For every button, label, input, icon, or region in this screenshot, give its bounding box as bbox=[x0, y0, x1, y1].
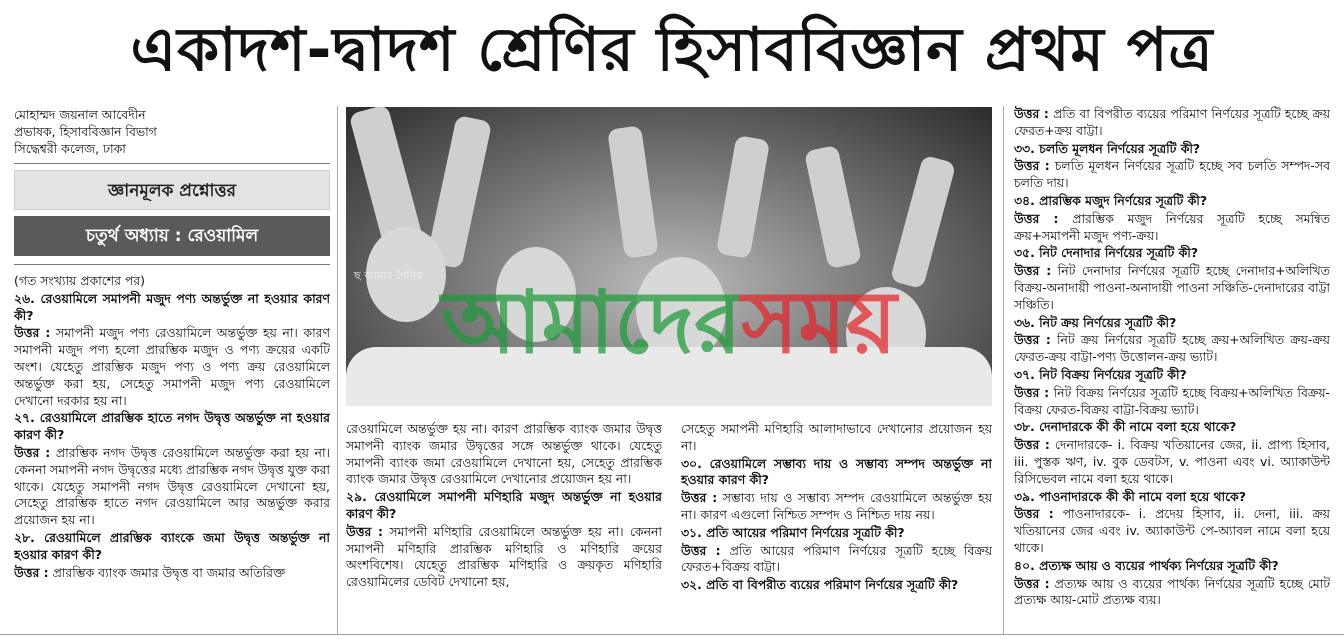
answer-label: উত্তর : bbox=[1014, 158, 1050, 174]
answer-label: উত্তর : bbox=[681, 542, 721, 558]
answer-label: উত্তর : bbox=[1014, 263, 1052, 279]
answer-text: চলতি মূলধন নির্ণয়ের সূত্রটি হচ্ছে সব চলতি সম্পদ-সব চলতি দায়। bbox=[1014, 158, 1330, 191]
question: ৩১. প্রতি আয়ের পরিমাণ নির্ণয়ের সূত্রটি কী? bbox=[681, 524, 905, 540]
column-divider bbox=[337, 106, 338, 634]
newspaper-watermark bbox=[346, 268, 992, 378]
answer bbox=[14, 565, 330, 582]
answer-label: উত্তর : bbox=[14, 444, 51, 460]
photo-credit: ছ আমার দৈনিক bbox=[354, 269, 424, 282]
continued-text: রেওয়ামিলে অন্তর্ভুক্ত হয় না। কারণ প্রারম্ভিক ব্যাংক জমার উদ্বৃত্ত সমাপনী ব্যাংক জমার উদ্বৃত্তের সঙ্গে অন্তর্ভুক্ত থাকে। যেহেতু সমাপনী ব্যাংক জমা রেওয়ামিলে দেখানো হয়, সেহেতু প্রারম্ভিক ব্যাংক জমার উদ্বৃত্ত রেওয়ামিলে দেখানোর প্রয়োজন হয় না। bbox=[346, 421, 662, 487]
answer-label: উত্তর : bbox=[1014, 506, 1054, 522]
column-3 bbox=[681, 421, 992, 637]
qa-list bbox=[1014, 106, 1330, 609]
answer bbox=[1014, 576, 1330, 610]
question: ৩৪. প্রারম্ভিক মজুদ নির্ণয়ের সূত্রটি কী? bbox=[1014, 192, 1208, 208]
answer-label: উত্তর : bbox=[1014, 210, 1059, 226]
column-2 bbox=[346, 421, 662, 637]
question: ৩৫. নিট দেনাদার নির্ণয়ের সূত্রটি কী? bbox=[1014, 245, 1199, 261]
previous-issue-note: (গত সংখ্যায় প্রকাশের পর) bbox=[14, 273, 145, 288]
answer-text: সম্ভাব্য দায় ও সম্ভাব্য সম্পদ রেওয়ামিলে অন্তর্ভুক্ত হয় না। কারণ এগুলো নিশ্চিত সম্পদ ও নিশ্চিত দায় নয়। bbox=[681, 490, 992, 522]
answer-label: উত্তর : bbox=[1014, 437, 1050, 453]
continued-text: সেহেতু সমাপনী মণিহারি আলাদাভাবে দেখানোর প্রয়োজন হয় না। bbox=[681, 421, 992, 453]
answer-label: উত্তর : bbox=[14, 325, 51, 341]
question: ২৮. রেওয়ামিলে প্রারম্ভিক ব্যাংকে জমা উদ্বৃত্ত অন্তর্ভুক্ত না হওয়ার কারণ কী? bbox=[14, 529, 330, 562]
divider bbox=[14, 163, 330, 164]
answer bbox=[1014, 158, 1330, 192]
author-name: মোহাম্মদ জয়নাল আবেদীন bbox=[14, 107, 146, 122]
answer bbox=[681, 490, 992, 524]
question: ৩২. প্রতি বা বিপরীত ব্যয়ের পরিমাণ নির্ণয়ের সূত্রটি কী? bbox=[681, 577, 959, 593]
author-designation: প্রভাষক, হিসাববিজ্ঞান বিভাগ bbox=[14, 124, 157, 139]
answer-text: প্রারম্ভিক নগদ উদ্বৃত্ত রেওয়ামিলে অন্তর্ভুক্ত করা হয় না। কেননা সমাপনী নগদ উদ্বৃত্তের মধ্যে প্রারম্ভিক নগদ উদ্বৃত্ত যুক্ত করা থাকে। যেহেতু সমাপনী নগদ উদ্বৃত্ত রেওয়ামিলে দেখানো হয়, সেহেতু প্রারম্ভিক হাতে নগদ রেওয়ামিলে আর অন্তর্ভুক্ত করার প্রয়োজন হয় না। bbox=[14, 444, 330, 528]
question: ৩৭. নিট বিক্রয় নির্ণয়ের সূত্রটি কী? bbox=[1014, 366, 1187, 382]
question: ২৯. রেওয়ামিলে সমাপনী মণিহারি মজুদ অন্তর্ভুক্ত না হওয়ার কারণ কী? bbox=[346, 489, 662, 521]
question: ৩৩. চলতি মূলধন নির্ণয়ের সূত্রটি কী? bbox=[1014, 140, 1201, 156]
author-college: সিদ্ধেশ্বরী কলেজ, ঢাকা bbox=[14, 141, 126, 156]
page-headline: একাদশ-দ্বাদশ শ্রেণির হিসাববিজ্ঞান প্রথম পত্র bbox=[130, 15, 1214, 85]
answer bbox=[1014, 332, 1330, 366]
answer-text: দেনাদারকে- i. বিক্রয় খতিয়ানের জের, ii. প্রাপ্য হিসাব, iii. পুস্তক ঋণ, iv. বুক ডেবটস, v. পাওনা এবং vi. অ্যাকাউন্ট রিসিভেবল নামে বলা হয়ে থাকে। bbox=[1014, 437, 1330, 486]
answer-text: প্রারম্ভিক মজুদ নির্ণয়ের সূত্রটি হচ্ছে সমন্বিত ক্রয়+সমাপনী মজুদ পণ্য-ক্রয়। bbox=[1014, 210, 1330, 243]
question: ৩০. রেওয়ামিলে সম্ভাব্য দায় ও সম্ভাব্য সম্পদ অন্তর্ভুক্ত না হওয়ার কারণ কী? bbox=[681, 455, 992, 488]
answer bbox=[14, 325, 330, 409]
answer bbox=[1014, 385, 1330, 419]
qa-list bbox=[14, 291, 330, 582]
answer-text: প্রারম্ভিক ব্যাংক জমার উদ্বৃত্ত বা জমার অতিরিক্ত bbox=[52, 564, 286, 580]
answer bbox=[1014, 437, 1330, 487]
answer bbox=[14, 445, 330, 529]
qa-list bbox=[681, 456, 992, 594]
answer bbox=[1014, 106, 1330, 140]
answer-text: পাওনাদারকে- i. প্রদেয় হিসাব, ii. দেনা, iii. ক্রয় খতিয়ানের জের এবং iv. অ্যাকাউন্ট পে-অ্যাবল নামে বলা হয়ে থাকে। bbox=[1014, 506, 1330, 555]
question: ৩৮. দেনাদারকে কী কী নামে বলা হয়ে থাকে? bbox=[1014, 419, 1237, 435]
answer bbox=[1014, 263, 1330, 313]
column-divider bbox=[1003, 106, 1004, 634]
watermark-part-2: সময় bbox=[741, 273, 897, 373]
section-banner: জ্ঞানমূলক প্রশ্নোত্তর bbox=[14, 170, 330, 210]
answer-label: উত্তর : bbox=[1014, 384, 1050, 400]
answer-label: উত্তর : bbox=[14, 564, 49, 580]
watermark-part-1: আমাদের bbox=[441, 273, 742, 373]
answer bbox=[1014, 506, 1330, 556]
chapter-banner: চতুর্থ অধ্যায় : রেওয়ামিল bbox=[14, 216, 330, 256]
column-1 bbox=[14, 106, 330, 636]
question: ৪০. প্রত্যক্ষ আয় ও ব্যয়ের পার্থক্য নির্ণয়ের সূত্রটি কী? bbox=[1014, 557, 1279, 573]
answer-label: উত্তর : bbox=[681, 490, 718, 506]
question: ২৭. রেওয়ামিলে প্রারম্ভিক হাতে নগদ উদ্বৃত্ত অন্তর্ভুক্ত না হওয়ার কারণ কী? bbox=[14, 410, 330, 443]
qa-list bbox=[346, 489, 662, 591]
answer-text: নিট দেনাদার নির্ণয়ের সূত্রটি হচ্ছে দেনাদার+অলিখিত বিক্রয়-অনাদায়ী পাওনা-অনাদায়ী পাওনা সঞ্চিতি-দেনাদারের বাট্টা সঞ্চিতি। bbox=[1014, 263, 1330, 312]
question: ৩৬. নিট ক্রয় নির্ণয়ের সূত্রটি কী? bbox=[1014, 314, 1177, 330]
answer-label: উত্তর : bbox=[1014, 575, 1050, 591]
answer-text: নিট বিক্রয় নির্ণয়ের সূত্রটি হচ্ছে বিক্রয়+অলিখিত বিক্রয়-বিক্রয় ফেরত-বিক্রয় বাট্টা-বিক্রয় ভ্যাট। bbox=[1014, 384, 1330, 417]
answer-text: সমাপনী মজুদ পণ্য রেওয়ামিলে অন্তর্ভুক্ত হয় না। কারণ সমাপনী মজুদ পণ্য হলো প্রারম্ভিক মজুদ ও পণ্য ক্রয়ের একটি অংশ। যেহেতু প্রারম্ভিক মজুদ পণ্য ও পণ্য ক্রয় রেওয়ামিলে অন্তর্ভুক্ত করা হয়, সেহেতু সমাপনী মজুদ পণ্য রেওয়ামিলে দেখানো দরকার হয় না। bbox=[14, 325, 330, 408]
answer-label: উত্তর : bbox=[1014, 332, 1051, 348]
answer-label: উত্তর : bbox=[346, 523, 383, 539]
answer-text: প্রত্যক্ষ আয় ও ব্যয়ের পার্থক্য নির্ণয়ের সূত্রটি হচ্ছে মোট প্রত্যক্ষ আয়-মোট প্রত্যক্ষ ব্যয়। bbox=[1014, 575, 1330, 608]
question: ৩৯. পাওনাদারকে কী কী নামে বলা হয়ে থাকে? bbox=[1014, 488, 1246, 504]
question: ২৬. রেওয়ামিলে সমাপনী মজুদ পণ্য অন্তর্ভুক্ত না হওয়ার কারণ কী? bbox=[14, 290, 330, 323]
author-block bbox=[14, 106, 330, 157]
answer bbox=[346, 524, 662, 591]
answer-text: প্রতি আয়ের পরিমাণ নির্ণয়ের সূত্রটি হচ্ছে বিক্রয় ফেরত+বিক্রয় বাট্টা। bbox=[681, 542, 992, 575]
answer bbox=[1014, 211, 1330, 245]
answer-text: নিট ক্রয় নির্ণয়ের সূত্রটি হচ্ছে ক্রয়+অলিখিত ক্রয়-ক্রয় ফেরত-ক্রয় বাট্টা-পণ্য উত্তোলন-ক্রয় ভ্যাট। bbox=[1014, 332, 1330, 365]
bottom-rule bbox=[0, 634, 1344, 635]
answer-text: প্রতি বা বিপরীত ব্যয়ের পরিমাণ নির্ণয়ের সূত্রটি হচ্ছে ক্রয় ফেরত+ক্রয় বাট্টা। bbox=[1014, 106, 1330, 138]
column-4 bbox=[1014, 106, 1330, 636]
divider bbox=[14, 264, 330, 265]
answer bbox=[681, 543, 992, 577]
answer-text: সমাপনী মণিহারি রেওয়ামিলে অন্তর্ভুক্ত হয় না। কেননা সমাপনী মণিহারি প্রারম্ভিক মণিহারি ও মণিহারি ক্রয়ের অংশবিশেষ। যেহেতু প্রারম্ভিক মণিহারি ও ক্রয়কৃত মণিহারি রেওয়ামিলের ডেবিট দেখানো হয়, bbox=[346, 523, 662, 590]
answer-label: উত্তর : bbox=[1014, 106, 1049, 121]
